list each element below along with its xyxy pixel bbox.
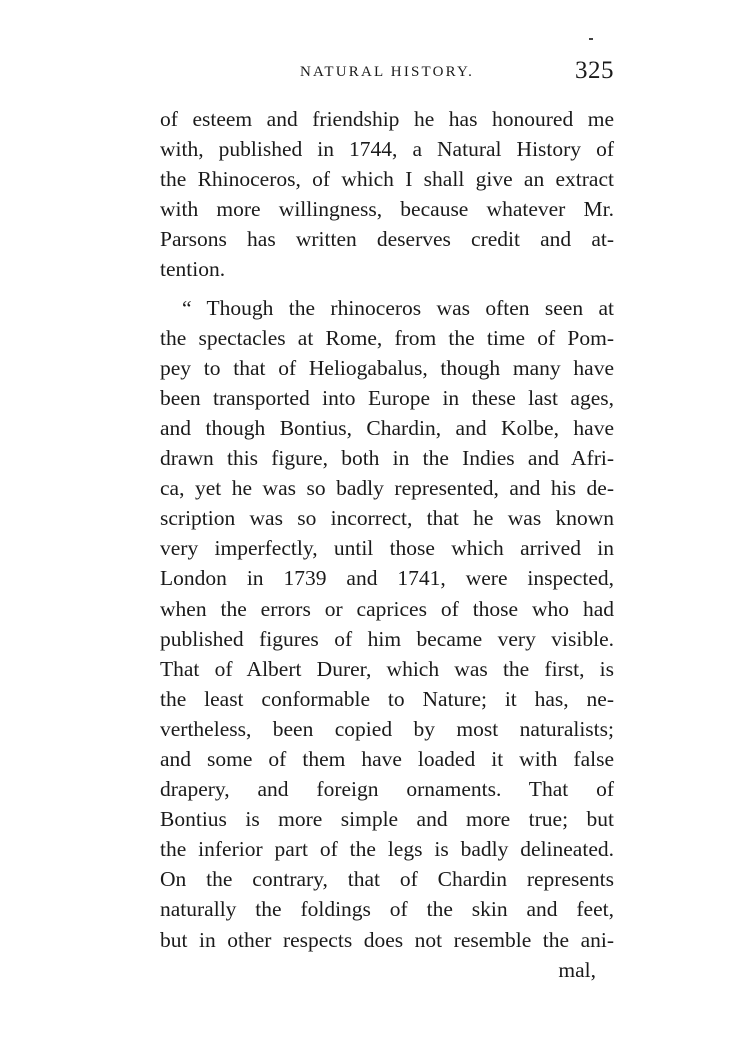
text-line: On the contrary, that of Chardin represents	[160, 867, 614, 892]
text-line: been transported into Europe in these last ages,	[160, 385, 614, 410]
page-number: 325	[575, 57, 614, 84]
text-line: mal,	[558, 957, 596, 982]
text-line: but in other respects does not resemble the ani-	[160, 927, 614, 952]
text-line: vertheless, been copied by most naturalists;	[160, 716, 614, 741]
text-line: published figures of him became very visible.	[160, 626, 614, 651]
text-line: London in 1739 and 1741, were inspected,	[160, 566, 614, 591]
text-line: “ Though the rhinoceros was often seen at	[182, 295, 614, 320]
margin-mark	[589, 38, 593, 40]
text-line: drapery, and foreign ornaments. That of	[160, 777, 614, 802]
text-line: pey to that of Heliogabalus, though many have	[160, 355, 614, 380]
paragraph-gap	[160, 285, 614, 293]
page-header	[300, 57, 620, 90]
body-text	[160, 104, 614, 985]
text-line: with more willingness, because whatever Mr.	[160, 197, 614, 222]
text-line: of esteem and friendship he has honoured me	[160, 107, 614, 131]
text-line: the least conformable to Nature; it has, ne-	[160, 686, 614, 711]
paragraph	[160, 293, 614, 985]
text-line: ca, yet he was so badly represented, and his de-	[160, 476, 614, 501]
text-line: with, published in 1744, a Natural History of	[160, 137, 614, 162]
running-head: NATURAL HISTORY.	[300, 64, 475, 80]
text-line: very imperfectly, until those which arrived in	[160, 536, 614, 561]
text-line: scription was so incorrect, that he was known	[160, 506, 614, 531]
text-line: the Rhinoceros, of which I shall give an extract	[160, 167, 614, 192]
text-line: and some of them have loaded it with false	[160, 746, 614, 771]
text-line: the inferior part of the legs is badly delineated.	[160, 837, 614, 862]
text-line: That of Albert Durer, which was the first, is	[160, 656, 614, 681]
text-line: and though Bontius, Chardin, and Kolbe, have	[160, 415, 614, 440]
text-line: Parsons has written deserves credit and at-	[160, 227, 614, 252]
text-line: drawn this figure, both in the Indies and Afri-	[160, 446, 614, 471]
paragraph	[160, 104, 614, 285]
text-line: Bontius is more simple and more true; but	[160, 807, 614, 832]
text-line: naturally the foldings of the skin and feet,	[160, 897, 614, 922]
text-line: when the errors or caprices of those who had	[160, 596, 614, 621]
text-line: tention.	[160, 257, 226, 282]
text-line: the spectacles at Rome, from the time of Pom-	[160, 325, 614, 350]
